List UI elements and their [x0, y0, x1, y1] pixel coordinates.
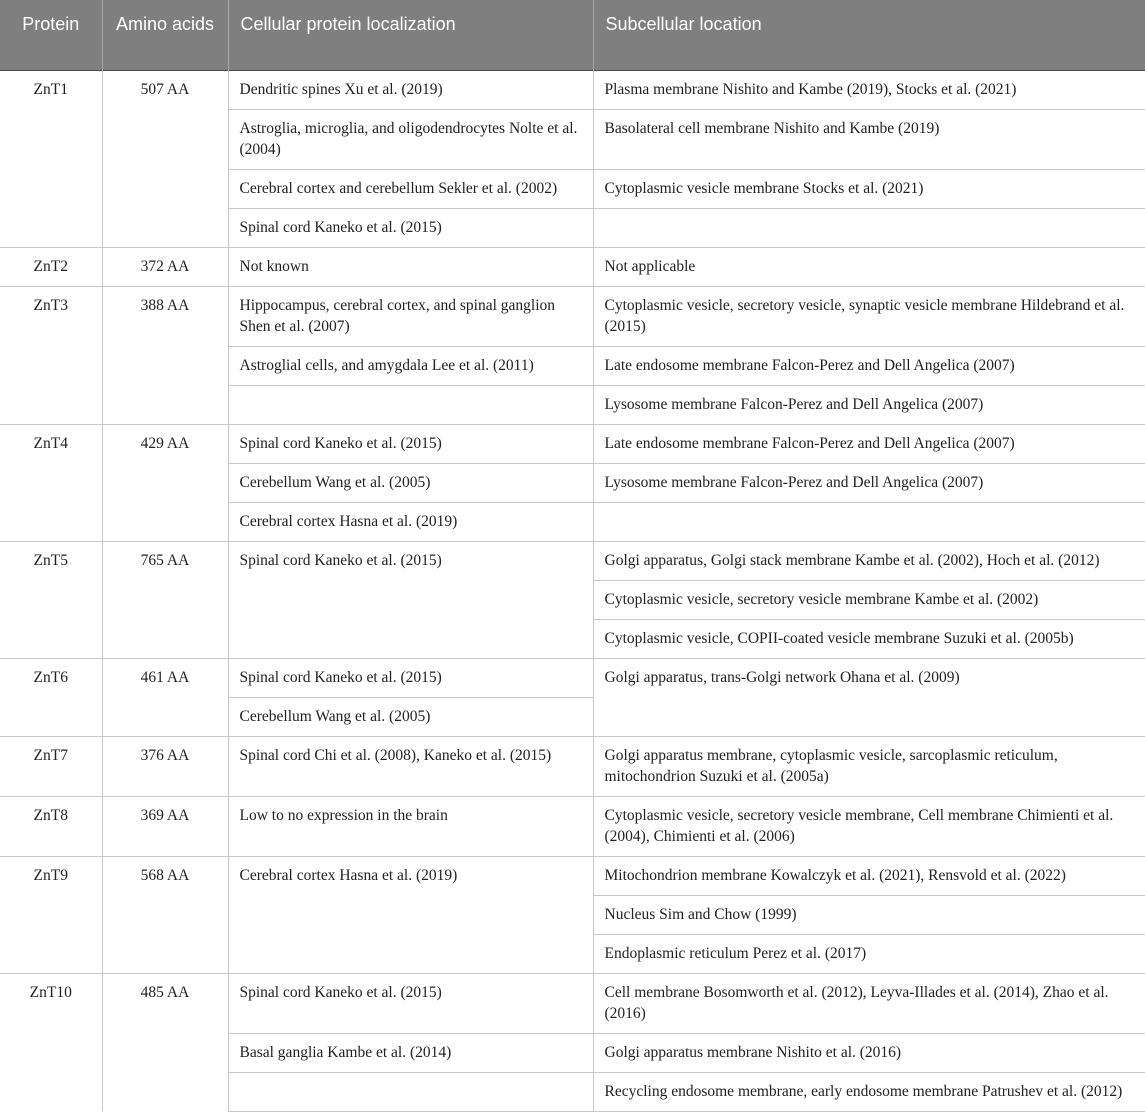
- subcellular-location-cell: Nucleus Sim and Chow (1999): [593, 895, 1145, 934]
- amino-acid-count: 388 AA: [102, 286, 228, 424]
- cellular-localization-cell: Cerebellum Wang et al. (2005): [228, 697, 593, 736]
- cellular-localization-cell: Spinal cord Kaneko et al. (2015): [228, 424, 593, 463]
- protein-name: ZnT8: [0, 796, 102, 856]
- table-row: [0, 796, 1145, 856]
- subcellular-location-cell: Cytoplasmic vesicle, secretory vesicle membrane Kambe et al. (2002): [593, 580, 1145, 619]
- subcellular-location-cell: Endoplasmic reticulum Perez et al. (2017): [593, 934, 1145, 973]
- subcellular-location-cell: Mitochondrion membrane Kowalczyk et al. (2021), Rensvold et al. (2022): [593, 856, 1145, 895]
- cellular-localization-cell: Astroglial cells, and amygdala Lee et al. (2011): [228, 346, 593, 385]
- protein-name: ZnT2: [0, 247, 102, 286]
- subcellular-location-cell: Cytoplasmic vesicle membrane Stocks et al. (2021): [593, 169, 1145, 208]
- subcellular-location-cell: Golgi apparatus, trans-Golgi network Ohana et al. (2009): [593, 658, 1145, 736]
- amino-acid-count: 376 AA: [102, 736, 228, 796]
- amino-acid-count: 372 AA: [102, 247, 228, 286]
- header-cellular-localization: Cellular protein localization: [228, 0, 593, 70]
- subcellular-location-cell: Late endosome membrane Falcon-Perez and Dell Angelica (2007): [593, 424, 1145, 463]
- protein-name: ZnT7: [0, 736, 102, 796]
- amino-acid-count: 461 AA: [102, 658, 228, 736]
- cellular-localization-cell: Spinal cord Kaneko et al. (2015): [228, 541, 593, 658]
- table-row: [0, 286, 1145, 346]
- protein-name: ZnT10: [0, 973, 102, 1111]
- subcellular-location-cell: Golgi apparatus membrane, cytoplasmic vesicle, sarcoplasmic reticulum, mitochondrion Suzuki et al. (2005a): [593, 736, 1145, 796]
- cellular-localization-cell: Astroglia, microglia, and oligodendrocytes Nolte et al. (2004): [228, 109, 593, 169]
- cellular-localization-cell: [228, 1072, 593, 1111]
- cellular-localization-cell: Cerebellum Wang et al. (2005): [228, 463, 593, 502]
- subcellular-location-cell: Recycling endosome membrane, early endosome membrane Patrushev et al. (2012): [593, 1072, 1145, 1111]
- subcellular-location-cell: Late endosome membrane Falcon-Perez and Dell Angelica (2007): [593, 346, 1145, 385]
- table-row: [0, 247, 1145, 286]
- subcellular-location-cell: Golgi apparatus membrane Nishito et al. (2016): [593, 1033, 1145, 1072]
- subcellular-location-cell: Cytoplasmic vesicle, secretory vesicle, synaptic vesicle membrane Hildebrand et al. (2015): [593, 286, 1145, 346]
- protein-name: ZnT5: [0, 541, 102, 658]
- subcellular-location-cell: [593, 208, 1145, 247]
- subcellular-location-cell: [593, 502, 1145, 541]
- cellular-localization-cell: Cerebral cortex and cerebellum Sekler et al. (2002): [228, 169, 593, 208]
- subcellular-location-cell: Lysosome membrane Falcon-Perez and Dell Angelica (2007): [593, 385, 1145, 424]
- subcellular-location-cell: Plasma membrane Nishito and Kambe (2019), Stocks et al. (2021): [593, 70, 1145, 109]
- protein-name: ZnT3: [0, 286, 102, 424]
- subcellular-location-cell: Cytoplasmic vesicle, COPII-coated vesicle membrane Suzuki et al. (2005b): [593, 619, 1145, 658]
- subcellular-location-cell: Cell membrane Bosomworth et al. (2012), Leyva-Illades et al. (2014), Zhao et al. (2016): [593, 973, 1145, 1033]
- table-row: [0, 736, 1145, 796]
- amino-acid-count: 568 AA: [102, 856, 228, 973]
- cellular-localization-cell: Low to no expression in the brain: [228, 796, 593, 856]
- protein-name: ZnT6: [0, 658, 102, 736]
- cellular-localization-cell: Dendritic spines Xu et al. (2019): [228, 70, 593, 109]
- header-subcellular-location: Subcellular location: [593, 0, 1145, 70]
- cellular-localization-cell: Hippocampus, cerebral cortex, and spinal ganglion Shen et al. (2007): [228, 286, 593, 346]
- subcellular-location-cell: Golgi apparatus, Golgi stack membrane Kambe et al. (2002), Hoch et al. (2012): [593, 541, 1145, 580]
- table-row: [0, 70, 1145, 109]
- cellular-localization-cell: Cerebral cortex Hasna et al. (2019): [228, 856, 593, 973]
- amino-acid-count: 507 AA: [102, 70, 228, 247]
- subcellular-location-cell: Not applicable: [593, 247, 1145, 286]
- table-row: [0, 658, 1145, 697]
- header-amino-acids: Amino acids: [102, 0, 228, 70]
- protein-name: ZnT9: [0, 856, 102, 973]
- amino-acid-count: 765 AA: [102, 541, 228, 658]
- cellular-localization-cell: Spinal cord Kaneko et al. (2015): [228, 208, 593, 247]
- table-header-row: [0, 0, 1145, 70]
- cellular-localization-cell: Spinal cord Kaneko et al. (2015): [228, 658, 593, 697]
- cellular-localization-cell: Cerebral cortex Hasna et al. (2019): [228, 502, 593, 541]
- protein-name: ZnT1: [0, 70, 102, 247]
- subcellular-location-cell: Lysosome membrane Falcon-Perez and Dell Angelica (2007): [593, 463, 1145, 502]
- table-row: [0, 541, 1145, 580]
- table-row: [0, 973, 1145, 1033]
- cellular-localization-cell: Not known: [228, 247, 593, 286]
- cellular-localization-cell: Spinal cord Chi et al. (2008), Kaneko et al. (2015): [228, 736, 593, 796]
- table-row: [0, 424, 1145, 463]
- amino-acid-count: 485 AA: [102, 973, 228, 1111]
- subcellular-location-cell: Basolateral cell membrane Nishito and Kambe (2019): [593, 109, 1145, 169]
- header-protein: Protein: [0, 0, 102, 70]
- cellular-localization-cell: [228, 385, 593, 424]
- amino-acid-count: 369 AA: [102, 796, 228, 856]
- protein-name: ZnT4: [0, 424, 102, 541]
- table-row: [0, 856, 1145, 895]
- cellular-localization-cell: Basal ganglia Kambe et al. (2014): [228, 1033, 593, 1072]
- subcellular-location-cell: Cytoplasmic vesicle, secretory vesicle membrane, Cell membrane Chimienti et al. (2004), Chimienti et al. (2006): [593, 796, 1145, 856]
- cellular-localization-cell: Spinal cord Kaneko et al. (2015): [228, 973, 593, 1033]
- amino-acid-count: 429 AA: [102, 424, 228, 541]
